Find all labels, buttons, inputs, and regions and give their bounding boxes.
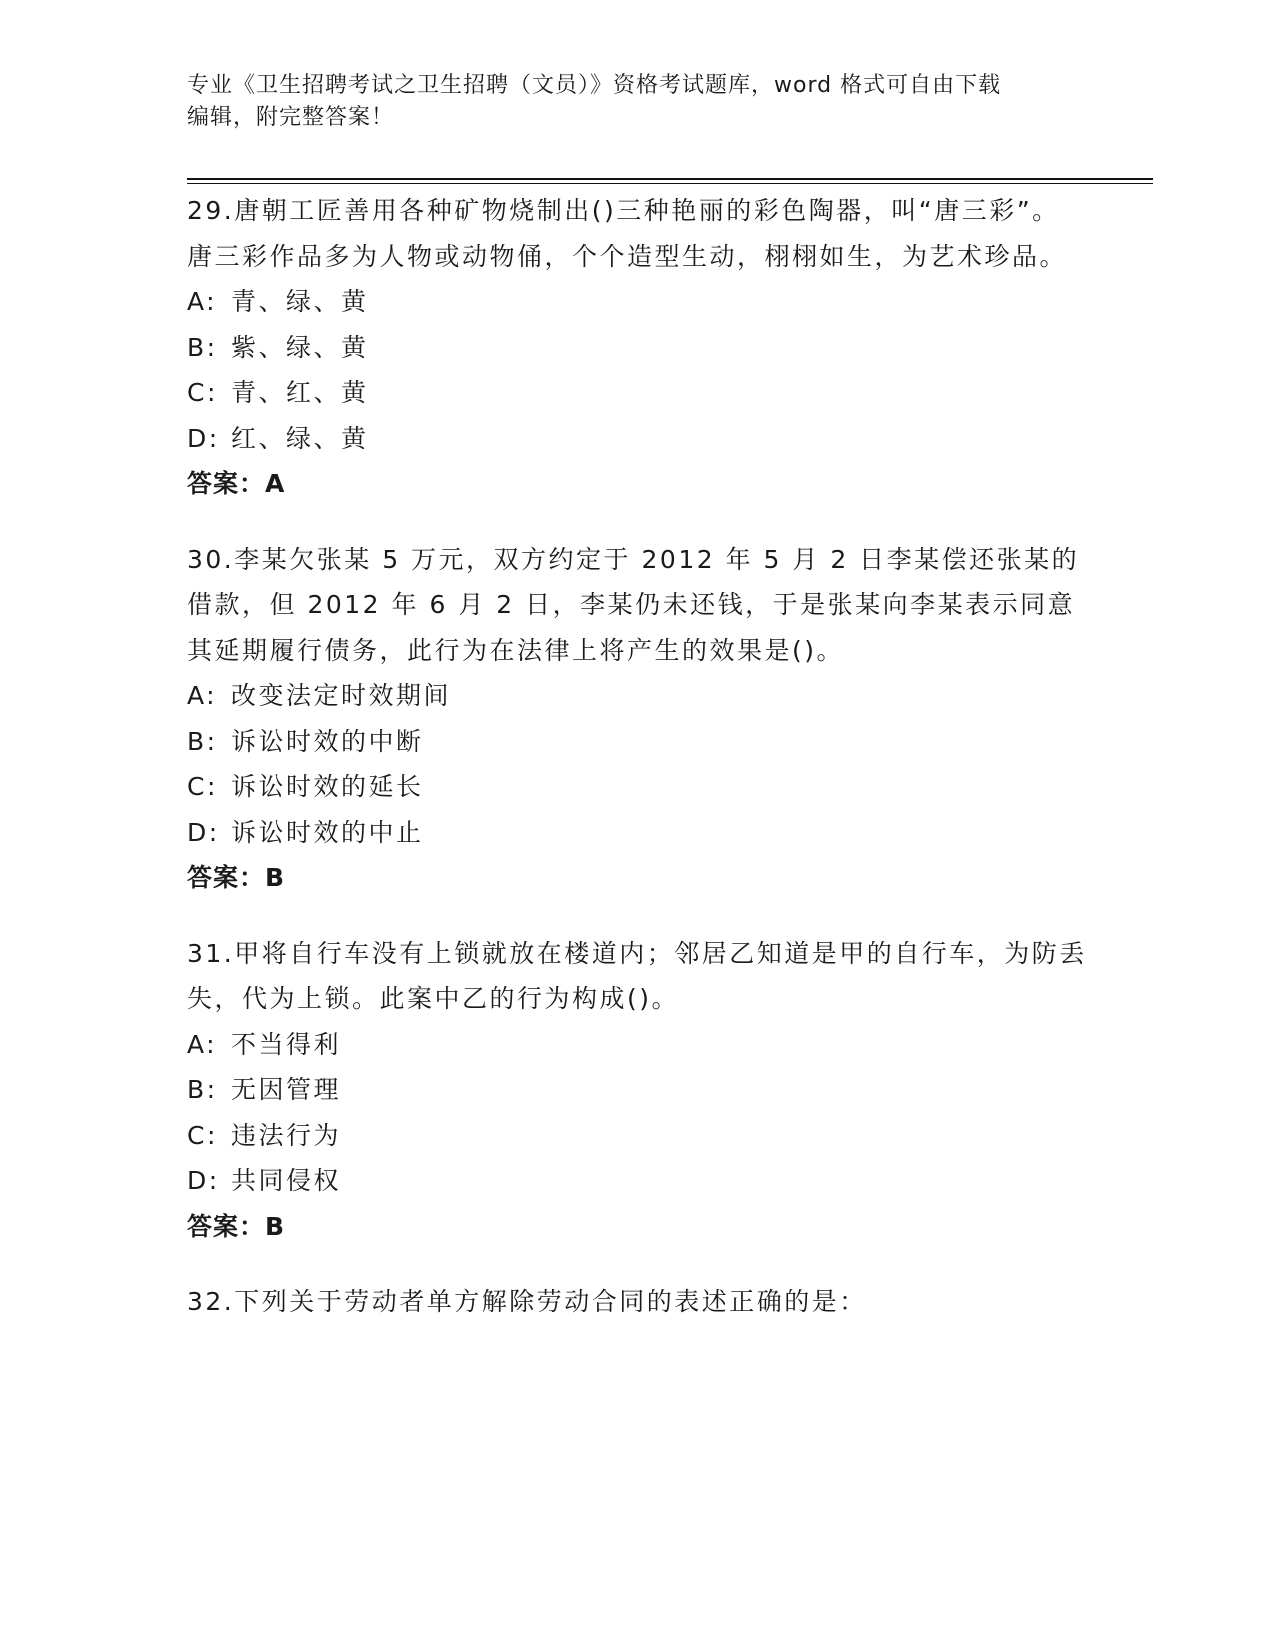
header-divider-thin: [187, 183, 1153, 184]
option-b: [187, 719, 1087, 765]
option-d: [187, 810, 1087, 856]
option-letter: C:: [187, 378, 218, 407]
question-stem: 29.唐朝工匠善用各种矿物烧制出()三种艳丽的彩色陶器，叫“唐三彩”。唐三彩作品多为人物或动物俑，个个造型生动，栩栩如生，为艺术珍品。: [187, 196, 1068, 271]
question-30: [187, 537, 1087, 901]
option-b: [187, 325, 1087, 371]
option-letter: B:: [187, 1075, 218, 1104]
option-text: 青、绿、黄: [231, 287, 369, 316]
option-letter: B:: [187, 332, 218, 362]
option-text: 诉讼时效的中止: [231, 817, 424, 847]
question-31: [187, 931, 1087, 1250]
option-c: [187, 1113, 1087, 1159]
option-letter: D:: [187, 1166, 220, 1195]
question-32: [187, 1279, 1087, 1325]
page-header: [187, 70, 1087, 134]
header-line-2: 编辑，附完整答案！: [187, 105, 395, 130]
option-text: 不当得利: [231, 1029, 342, 1059]
option-c: [187, 764, 1087, 810]
option-letter: A:: [187, 287, 218, 316]
question-list: [187, 188, 1087, 1355]
option-c: [187, 370, 1087, 416]
option-letter: A:: [187, 1029, 218, 1059]
answer-line: 答案：B: [187, 863, 286, 892]
option-letter: D:: [187, 423, 220, 453]
option-letter: B:: [187, 726, 218, 756]
option-a: [187, 279, 1087, 325]
option-letter: C:: [187, 1120, 218, 1150]
option-b: [187, 1067, 1087, 1113]
question-stem: 30.李某欠张某 5 万元，双方约定于 2012 年 5 月 2 日李某偿还张某的借款，但 2012 年 6 月 2 日，李某仍未还钱，于是张某向李某表示同意其延期履行债务，此行为在法律上将产生的效果是()。: [187, 544, 1080, 665]
option-text: 违法行为: [231, 1120, 342, 1150]
option-a: [187, 673, 1087, 719]
option-text: 紫、绿、黄: [231, 332, 369, 362]
answer-line: 答案：B: [187, 1211, 286, 1241]
question-stem: 31.甲将自行车没有上锁就放在楼道内；邻居乙知道是甲的自行车，为防丢失，代为上锁。此案中乙的行为构成()。: [187, 938, 1087, 1013]
option-text: 无因管理: [231, 1075, 342, 1104]
option-text: 共同侵权: [231, 1166, 342, 1195]
option-text: 改变法定时效期间: [231, 681, 452, 710]
option-letter: C:: [187, 772, 218, 801]
option-a: [187, 1022, 1087, 1068]
option-d: [187, 1158, 1087, 1204]
option-letter: D:: [187, 817, 220, 847]
header-line-1: 专业《卫生招聘考试之卫生招聘（文员）》资格考试题库，word 格式可自由下载: [187, 73, 1002, 98]
question-29: [187, 188, 1087, 507]
option-text: 诉讼时效的中断: [231, 726, 424, 756]
option-d: [187, 416, 1087, 462]
answer-line: 答案：A: [187, 469, 286, 498]
option-letter: A:: [187, 681, 218, 710]
option-text: 诉讼时效的延长: [231, 772, 424, 801]
option-text: 红、绿、黄: [231, 423, 369, 453]
option-text: 青、红、黄: [231, 378, 369, 407]
question-stem: 32.下列关于劳动者单方解除劳动合同的表述正确的是：: [187, 1287, 867, 1316]
header-divider: [187, 178, 1153, 180]
